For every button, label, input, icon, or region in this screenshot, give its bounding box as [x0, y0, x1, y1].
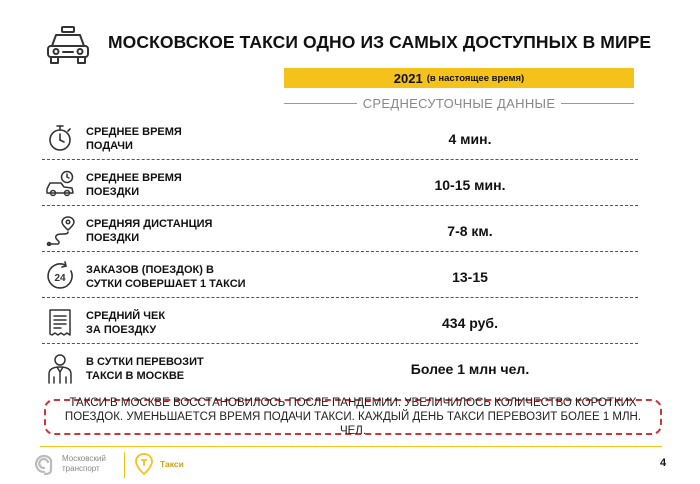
stat-value: 4 мин.: [448, 131, 492, 147]
stat-value: Более 1 млн чел.: [410, 361, 530, 377]
footer-org-name: Московский транспорт: [62, 454, 106, 473]
stat-value: 434 руб.: [442, 315, 498, 331]
row-divider: [42, 159, 638, 160]
stopwatch-icon: [44, 122, 76, 154]
stat-label: ЗАКАЗОВ (ПОЕЗДОК) В СУТКИ СОВЕРШАЕТ 1 ТАКСИ: [86, 264, 246, 290]
row-divider: [42, 205, 638, 206]
stat-row-average-check: [40, 302, 638, 344]
stat-row-trips-per-day: [40, 256, 638, 298]
stat-label: СРЕДНИЙ ЧЕК ЗА ПОЕЗДКУ: [86, 310, 166, 336]
stat-label: В СУТКИ ПЕРЕВОЗИТ ТАКСИ В МОСКВЕ: [86, 356, 204, 382]
row-divider: [42, 251, 638, 252]
receipt-icon: [44, 306, 76, 338]
stat-row-trip-distance: [40, 210, 638, 252]
stat-row-trip-time: [40, 164, 638, 206]
person-icon: [44, 352, 76, 384]
year-bar: [284, 68, 634, 88]
stat-value: 13-15: [452, 269, 488, 285]
footer-taxi-label: Такси: [160, 459, 184, 469]
subheader-line-left: [284, 103, 357, 104]
row-divider: [42, 343, 638, 344]
row-divider: [42, 297, 638, 298]
year-label: 2021: [393, 70, 423, 86]
subheader-text: СРЕДНЕСУТОЧНЫЕ ДАННЫЕ: [362, 95, 556, 111]
stat-value: 10-15 мин.: [434, 177, 506, 193]
moscow-transport-logo-icon: [32, 452, 56, 476]
stat-label: СРЕДНЕЕ ВРЕМЯ ПОДАЧИ: [86, 126, 182, 152]
stat-value: 7-8 км.: [447, 223, 493, 239]
page-number: 4: [660, 457, 667, 469]
footer-divider-line: [40, 446, 662, 447]
stat-row-passengers-per-day: [40, 348, 638, 390]
24-hours-icon-text: 24: [54, 273, 66, 284]
subheader: [284, 94, 634, 112]
footer-separator: [124, 452, 125, 478]
car-clock-icon: [44, 168, 76, 200]
stat-row-pickup-time: [40, 118, 638, 160]
page-title: МОСКОВСКОЕ ТАКСИ ОДНО ИЗ САМЫХ ДОСТУПНЫХ В МИРЕ: [108, 32, 652, 52]
24-hours-icon: [44, 260, 76, 292]
subheader-line-right: [561, 103, 634, 104]
taxi-car-icon: [44, 24, 92, 68]
route-pin-icon: [44, 214, 76, 246]
taxi-pin-icon: [133, 452, 155, 476]
summary-note: ТАКСИ В МОСКВЕ ВОССТАНОВИЛОСЬ ПОСЛЕ ПАНДЕМИИ. УВЕЛИЧИЛОСЬ КОЛИЧЕСТВО КОРОТКИХ ПОЕЗДОК. УМЕНЬШАЕТСЯ ВРЕМЯ ПОДАЧИ ТАКСИ. КАЖДЫЙ ДЕНЬ ТАКСИ ПЕРЕВОЗИТ БОЛЕЕ 1 МЛН. ЧЕЛ.: [44, 399, 662, 435]
year-note: (в настоящее время): [426, 72, 525, 84]
stat-label: СРЕДНЕЕ ВРЕМЯ ПОЕЗДКИ: [86, 172, 182, 198]
stat-label: СРЕДНЯЯ ДИСТАНЦИЯ ПОЕЗДКИ: [86, 218, 213, 244]
